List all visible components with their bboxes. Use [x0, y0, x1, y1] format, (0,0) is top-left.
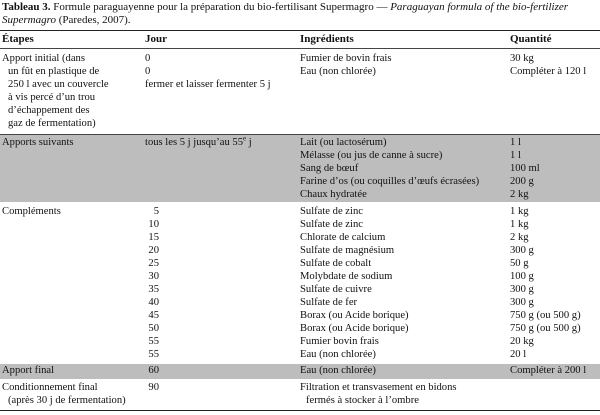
complements-ingredient: Sulfate de fer — [300, 297, 358, 308]
conditionnement-etape: Conditionnement final — [2, 382, 98, 393]
initial-etape-line: Apport initial (dans — [2, 53, 85, 64]
suivants-jour-sup: e — [243, 134, 247, 143]
complements-quantite: 50 g — [510, 258, 529, 269]
initial-etape-line: gaz de fermentation) — [8, 118, 96, 129]
header-etapes: Étapes — [2, 33, 34, 45]
top-rule — [0, 30, 600, 31]
suivants-ingredient: Mélasse (ou jus de canne à sucre) — [300, 150, 443, 161]
complements-quantite: 1 kg — [510, 206, 529, 217]
suivants-ingredient: Lait (ou lactosérum) — [300, 137, 387, 148]
complements-jour: 15 — [148, 232, 159, 243]
complements-jour: 55 — [148, 336, 159, 347]
complements-ingredient: Sulfate de zinc — [300, 219, 363, 230]
initial-quantite: Compléter à 120 l — [510, 66, 587, 77]
caption-text-fr: Formule paraguayenne pour la préparation du bio-fertilisant Supermagro — — [53, 1, 388, 13]
bottom-rule — [0, 410, 600, 411]
header-rule — [0, 48, 600, 49]
suivants-quantite: 1 l — [510, 150, 521, 161]
complements-quantite: 750 g (ou 500 g) — [510, 323, 581, 334]
suivants-quantite: 100 ml — [510, 163, 540, 174]
caption-text-en: Paraguayan formula of the bio-fertilizer Supermagro — [2, 1, 569, 26]
suivants-jour — [145, 134, 252, 150]
initial-jour: 0 — [145, 66, 151, 77]
complements-quantite: 20 l — [510, 349, 527, 360]
suivants-quantite: 1 l — [510, 137, 521, 148]
initial-quantite: 30 kg — [510, 53, 534, 64]
complements-jour: 25 — [148, 258, 159, 269]
initial-jour: 0 — [145, 53, 151, 64]
header-jour: Jour — [145, 33, 167, 45]
initial-ingredient: Eau (non chlorée) — [300, 66, 376, 77]
header-ingredients: Ingrédients — [300, 33, 354, 45]
complements-jour: 20 — [148, 245, 159, 256]
complements-jour: 55 — [148, 349, 159, 360]
suivants-ingredient: Farine d’os (ou coquilles d’œufs écrasées) — [300, 176, 480, 187]
complements-quantite: 100 g — [510, 271, 534, 282]
initial-etape-line: d’échappement des — [8, 105, 90, 116]
complements-jour: 40 — [148, 297, 159, 308]
initial-etape-line: à vis percé d’un trou — [8, 92, 96, 103]
table-caption — [2, 1, 598, 27]
complements-quantite: 2 kg — [510, 232, 529, 243]
complements-ingredient: Sulfate de zinc — [300, 206, 363, 217]
complements-ingredient: Sulfate de cobalt — [300, 258, 372, 269]
complements-ingredient: Eau (non chlorée) — [300, 349, 376, 360]
conditionnement-etape: (après 30 j de fermentation) — [8, 395, 126, 406]
initial-etape-line: 250 l avec un couvercle — [8, 79, 109, 90]
initial-ingredient: Fumier de bovin frais — [300, 53, 392, 64]
conditionnement-ingredient: fermés à stocker à l’ombre — [306, 395, 419, 406]
complements-jour: 10 — [148, 219, 159, 230]
complements-quantite: 20 kg — [510, 336, 534, 347]
conditionnement-ingredient: Filtration et transvasement en bidons — [300, 382, 457, 393]
complements-jour: 50 — [148, 323, 159, 334]
header-quantite: Quantité — [510, 33, 552, 45]
caption-label: Tableau 3. — [2, 1, 51, 13]
complements-quantite: 1 kg — [510, 219, 529, 230]
complements-ingredient: Sulfate de magnésium — [300, 245, 395, 256]
complements-ingredient: Chlorate de calcium — [300, 232, 386, 243]
final-etape: Apport final — [2, 365, 55, 376]
suivants-quantite: 200 g — [510, 176, 534, 187]
initial-jour-note: fermer et laisser fermenter 5 j — [145, 79, 271, 90]
complements-ingredient: Borax (ou Acide borique) — [300, 323, 409, 334]
suivants-quantite: 2 kg — [510, 189, 529, 200]
suivants-jour-text: tous les 5 j jusqu’au 55 — [145, 137, 243, 148]
final-quantite: Compléter à 200 l — [510, 365, 587, 376]
final-ingredient: Eau (non chlorée) — [300, 365, 376, 376]
complements-quantite: 300 g — [510, 297, 534, 308]
complements-ingredient: Sulfate de cuivre — [300, 284, 372, 295]
complements-quantite: 300 g — [510, 284, 534, 295]
final-jour: 60 — [148, 365, 159, 376]
suivants-jour-end: j — [246, 137, 252, 148]
complements-quantite: 750 g (ou 500 g) — [510, 310, 581, 321]
conditionnement-jour: 90 — [148, 382, 159, 393]
complements-ingredient: Molybdate de sodium — [300, 271, 393, 282]
complements-etape: Compléments — [2, 206, 61, 217]
caption-source: (Paredes, 2007). — [58, 14, 131, 26]
suivants-ingredient: Chaux hydratée — [300, 189, 367, 200]
suivants-etape: Apports suivants — [2, 137, 74, 148]
complements-ingredient: Fumier bovin frais — [300, 336, 379, 347]
complements-jour: 45 — [148, 310, 159, 321]
suivants-ingredient: Sang de bœuf — [300, 163, 359, 174]
complements-jour: 30 — [148, 271, 159, 282]
complements-quantite: 300 g — [510, 245, 534, 256]
complements-jour: 35 — [148, 284, 159, 295]
complements-ingredient: Borax (ou Acide borique) — [300, 310, 409, 321]
initial-etape-line: un fût en plastique de — [8, 66, 100, 77]
complements-jour: 5 — [153, 206, 159, 217]
